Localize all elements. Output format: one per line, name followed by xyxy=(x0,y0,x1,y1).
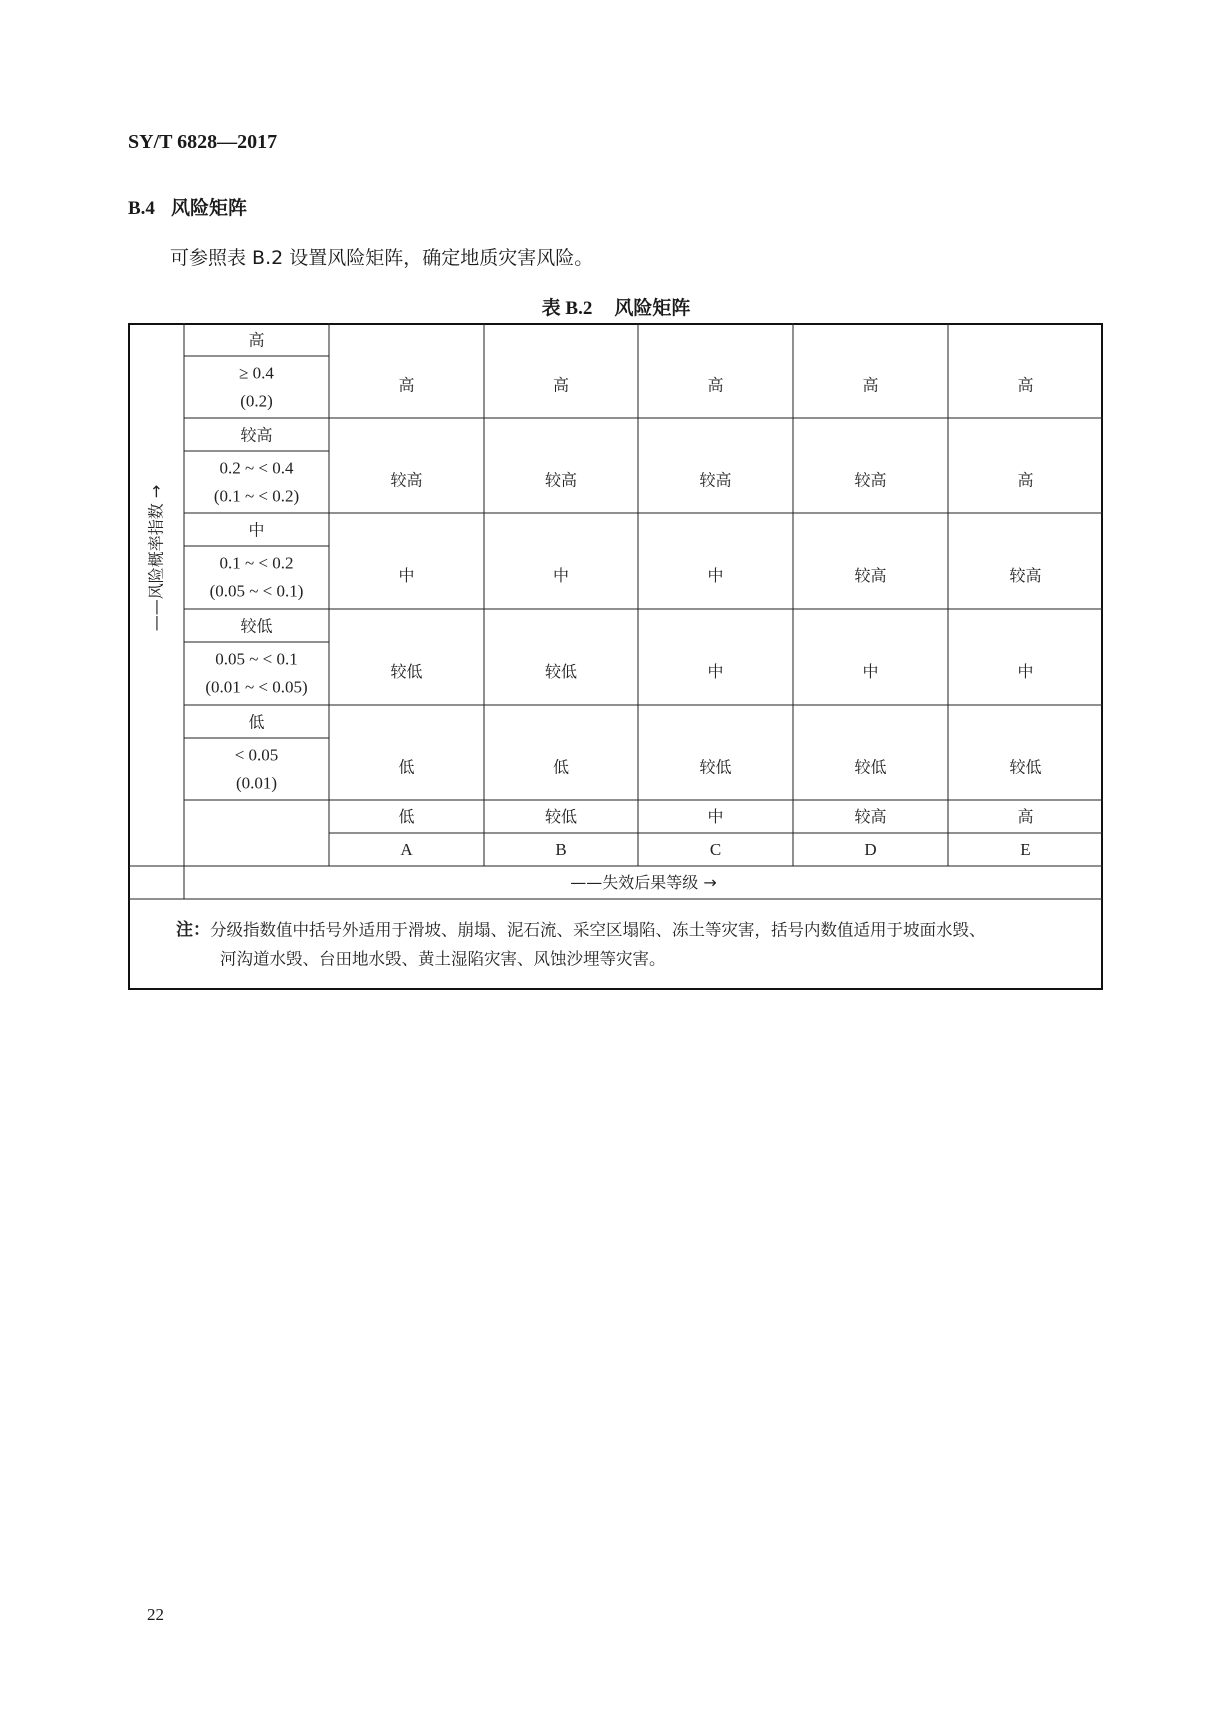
consequence-level: 低 xyxy=(398,807,415,826)
risk-cell: 中 xyxy=(707,662,724,681)
probability-alt-range: (0.01) xyxy=(235,773,278,793)
page-number: 22 xyxy=(147,1605,164,1624)
probability-level-label: 较高 xyxy=(240,425,273,445)
risk-cell: 中 xyxy=(1017,662,1034,681)
section-number: B.4 xyxy=(128,198,155,219)
probability-range: 0.2 ~ < 0.4 xyxy=(219,458,294,478)
risk-matrix-table xyxy=(128,323,1103,990)
risk-cell: 较高 xyxy=(544,470,578,490)
consequence-level: 中 xyxy=(707,807,724,826)
note-line-1: 分级指数值中括号外适用于滑坡、崩塌、泥石流、采空区塌陷、冻土等灾害，括号内数值适用于坡面水毁、 xyxy=(210,920,986,940)
risk-cell: 较低 xyxy=(1009,757,1042,777)
risk-cell: 高 xyxy=(398,375,415,395)
x-axis-label: ——失效后果等级 → xyxy=(570,873,717,892)
risk-cell: 高 xyxy=(862,375,879,395)
risk-cell: 较低 xyxy=(390,662,423,681)
table-caption xyxy=(0,293,1232,320)
consequence-level: 较高 xyxy=(854,807,887,826)
probability-alt-range: (0.1 ~ < 0.2) xyxy=(213,486,300,506)
risk-cell: 高 xyxy=(552,375,570,395)
risk-cell: 较低 xyxy=(544,662,578,681)
y-axis-label: ——风险概率指数 → xyxy=(146,484,166,632)
risk-cell: 中 xyxy=(398,566,415,585)
probability-range: ≥ 0.4 xyxy=(239,363,274,383)
note-label: 注： xyxy=(176,920,210,940)
risk-cell: 中 xyxy=(862,662,879,681)
body-paragraph: 可参照表 B.2 设置风险矩阵，确定地质灾害风险。 xyxy=(170,247,594,269)
risk-cell: 较低 xyxy=(854,757,887,777)
consequence-grade: A xyxy=(400,840,413,859)
risk-cell: 较高 xyxy=(1009,566,1042,585)
consequence-grade: C xyxy=(709,840,722,859)
risk-cell: 高 xyxy=(707,375,724,395)
risk-cell: 较低 xyxy=(699,757,732,777)
risk-cell: 较高 xyxy=(699,470,732,490)
risk-cell: 低 xyxy=(552,757,570,777)
standard-code: SY/T 6828—2017 xyxy=(128,131,278,153)
consequence-grade: B xyxy=(555,840,567,859)
probability-range: 0.05 ~ < 0.1 xyxy=(215,649,298,669)
consequence-grade: D xyxy=(864,840,877,859)
table-caption-title: 风险矩阵 xyxy=(614,297,691,319)
risk-cell: 低 xyxy=(398,757,415,777)
probability-level-label: 中 xyxy=(248,520,265,540)
risk-cell: 高 xyxy=(1017,470,1034,490)
table-caption-id: 表 B.2 xyxy=(541,298,593,319)
risk-cell: 中 xyxy=(707,566,724,585)
consequence-level: 较低 xyxy=(544,807,578,826)
section-heading xyxy=(128,193,247,220)
risk-cell: 中 xyxy=(552,566,570,585)
note-line-2: 河沟道水毁、台田地水毁、黄土湿陷灾害、风蚀沙埋等灾害。 xyxy=(220,949,666,969)
probability-alt-range: (0.05 ~ < 0.1) xyxy=(209,581,304,601)
risk-cell: 高 xyxy=(1017,375,1034,395)
section-title: 风险矩阵 xyxy=(170,197,247,219)
consequence-grade: E xyxy=(1020,840,1031,859)
risk-cell: 较高 xyxy=(854,566,887,585)
probability-level-label: 高 xyxy=(248,330,265,350)
probability-range: < 0.05 xyxy=(234,745,279,765)
probability-alt-range: (0.01 ~ < 0.05) xyxy=(205,677,308,697)
consequence-level: 高 xyxy=(1017,807,1034,826)
probability-level-label: 低 xyxy=(248,712,265,732)
risk-cell: 较高 xyxy=(854,470,887,490)
probability-alt-range: (0.2) xyxy=(240,391,273,411)
risk-cell: 较高 xyxy=(390,470,423,490)
probability-range: 0.1 ~ < 0.2 xyxy=(219,553,294,573)
probability-level-label: 较低 xyxy=(240,616,273,636)
